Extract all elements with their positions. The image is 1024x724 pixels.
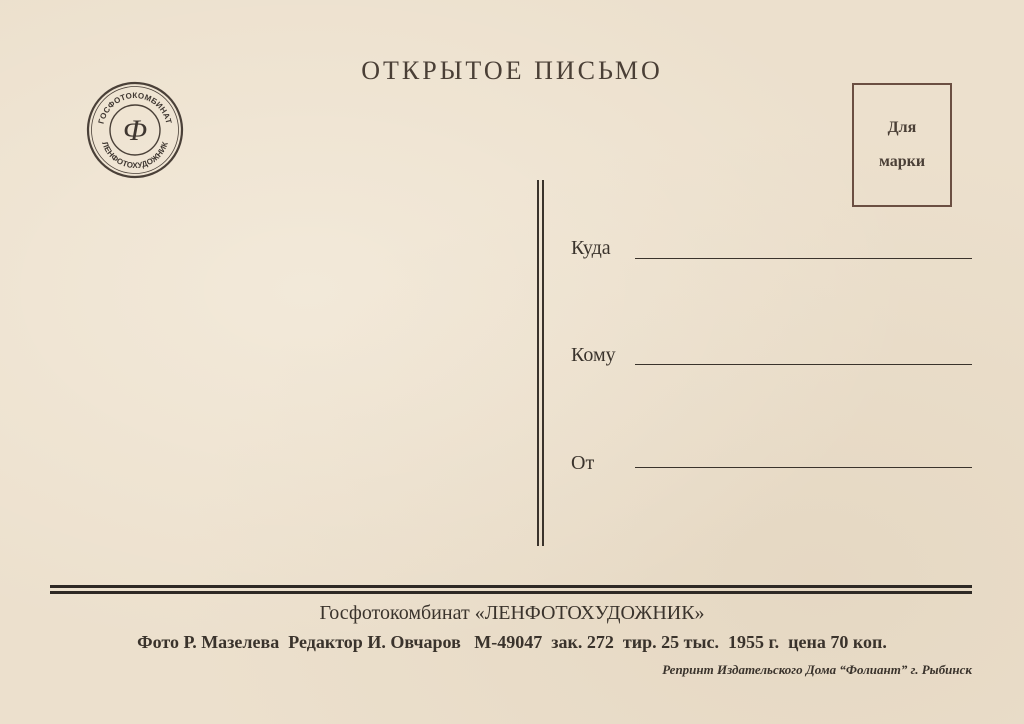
field-label-ot: От [571, 452, 595, 474]
footer-rule-bottom [50, 591, 972, 594]
field-label-kuda: Куда [571, 237, 611, 259]
vertical-divider-left [537, 180, 539, 546]
publisher-logo-stamp [85, 80, 185, 180]
address-line-kuda[interactable] [635, 258, 972, 259]
svg-text:ЛЕНФОТОХУДОЖНИК: ЛЕНФОТОХУДОЖНИК [100, 140, 170, 171]
reprint-note: Репринт Издательского Дома “Фолиант” г. Рыбинск [662, 662, 972, 677]
stamp-placeholder-box [852, 83, 952, 207]
postcard-title: ОТКРЫТОЕ ПИСЬМО [361, 56, 663, 85]
print-credits: Фото Р. Мазелева Редактор И. Овчаров М-49047 зак. 272 тир. 25 тыс. 1955 г. цена 70 коп. [137, 632, 887, 652]
svg-text:ГОСФОТОКОМБИНАТ: ГОСФОТОКОМБИНАТ [96, 90, 174, 125]
svg-text:Ф: Ф [122, 114, 148, 147]
stamp-label-line1: Для [887, 119, 917, 136]
address-line-komu[interactable] [635, 364, 972, 365]
stamp-label-line2: марки [878, 153, 926, 170]
address-line-ot[interactable] [635, 467, 972, 468]
publisher-name: Госфотокомбинат «ЛЕНФОТОХУДОЖНИК» [319, 602, 705, 624]
field-label-komu: Кому [571, 344, 616, 366]
footer-rule-top [50, 585, 972, 588]
vertical-divider-right [542, 180, 544, 546]
